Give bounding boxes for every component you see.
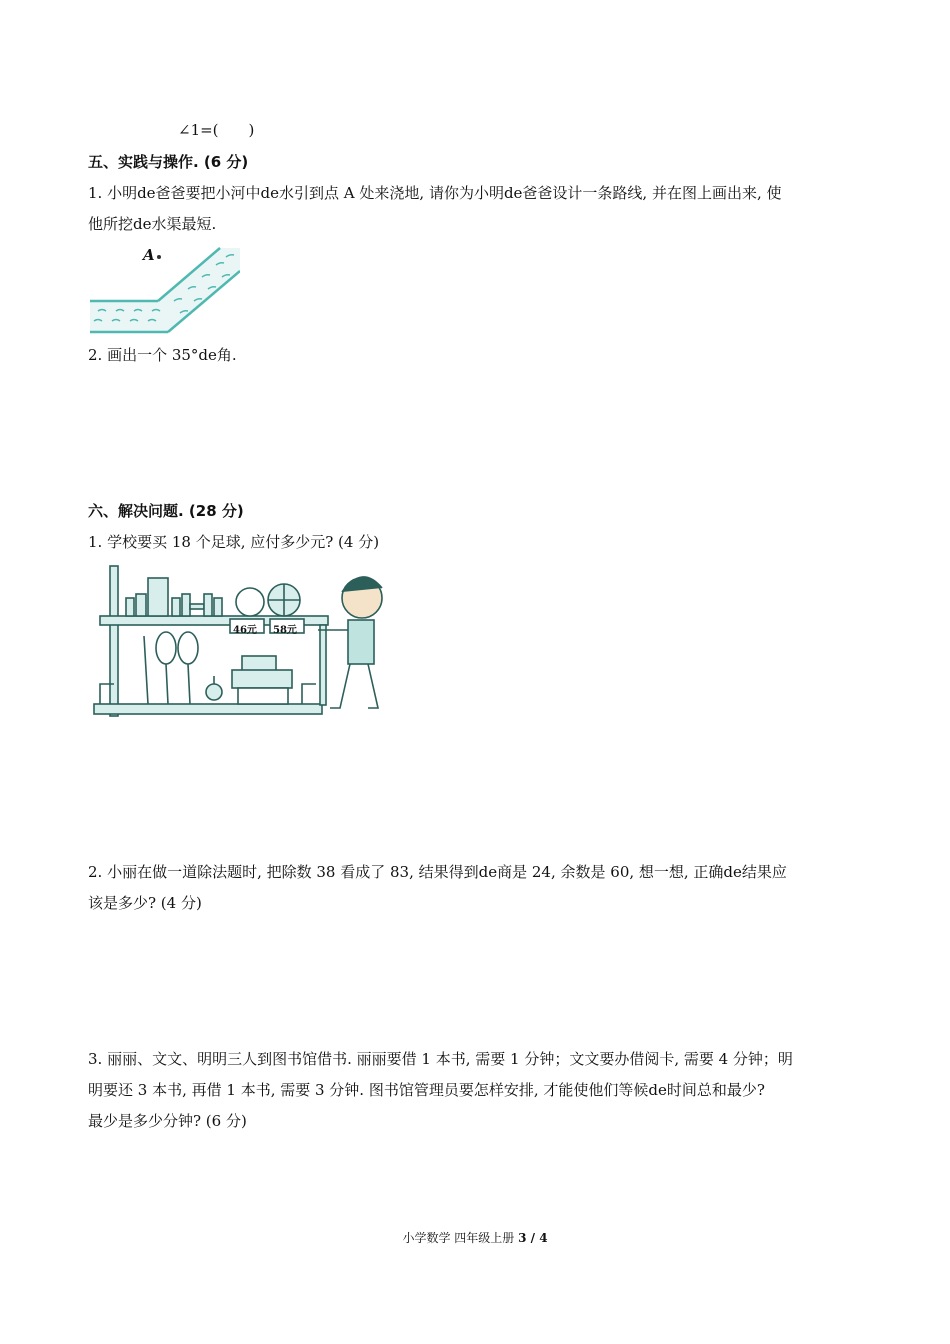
section6-q2-line1: 2. 小丽在做一道除法题时, 把除数 38 看成了 83, 结果得到de商是 24, 余数是 60, 想一想, 正确de结果应: [88, 863, 787, 881]
section5-heading: 五、实践与操作. (6 分): [88, 153, 249, 171]
sports-shelf-figure: [92, 564, 392, 722]
point-a-label: A: [143, 246, 155, 264]
section6-q3-line3: 最少是多少分钟? (6 分): [88, 1112, 247, 1130]
section6-q1: 1. 学校要买 18 个足球, 应付多少元? (4 分): [88, 533, 380, 551]
footer-subject: 小学数学 四年级上册: [402, 1231, 515, 1245]
section6-heading: 六、解决问题. (28 分): [88, 502, 244, 520]
section6-q3-line2: 明要还 3 本书, 再借 1 本书, 需要 3 分钟. 图书馆管理员要怎样安排, 才能使他们等候de时间总和最少?: [88, 1081, 765, 1099]
section5-q1-line1: 1. 小明de爸爸要把小河中de水引到点 A 处来浇地, 请你为小明de爸爸设计一条路线, 并在图上画出来, 使: [88, 184, 782, 202]
section6-q2-line2: 该是多少? (4 分): [88, 894, 202, 912]
price-football: 46元: [233, 625, 257, 636]
angle-answer: ∠1=( ): [178, 121, 255, 139]
price-basketball: 58元: [273, 625, 297, 636]
page-footer: [0, 1229, 950, 1246]
section5-q1-line2: 他所挖de水渠最短.: [88, 215, 217, 233]
section5-q2: 2. 画出一个 35°de角.: [88, 346, 237, 364]
section6-q3-line1: 3. 丽丽、文文、明明三人到图书馆借书. 丽丽要借 1 本书, 需要 1 分钟；文文要办借阅卡, 需要 4 分钟；明: [88, 1050, 793, 1068]
footer-page-number: 3 / 4: [518, 1231, 548, 1245]
river-figure: [90, 243, 240, 335]
